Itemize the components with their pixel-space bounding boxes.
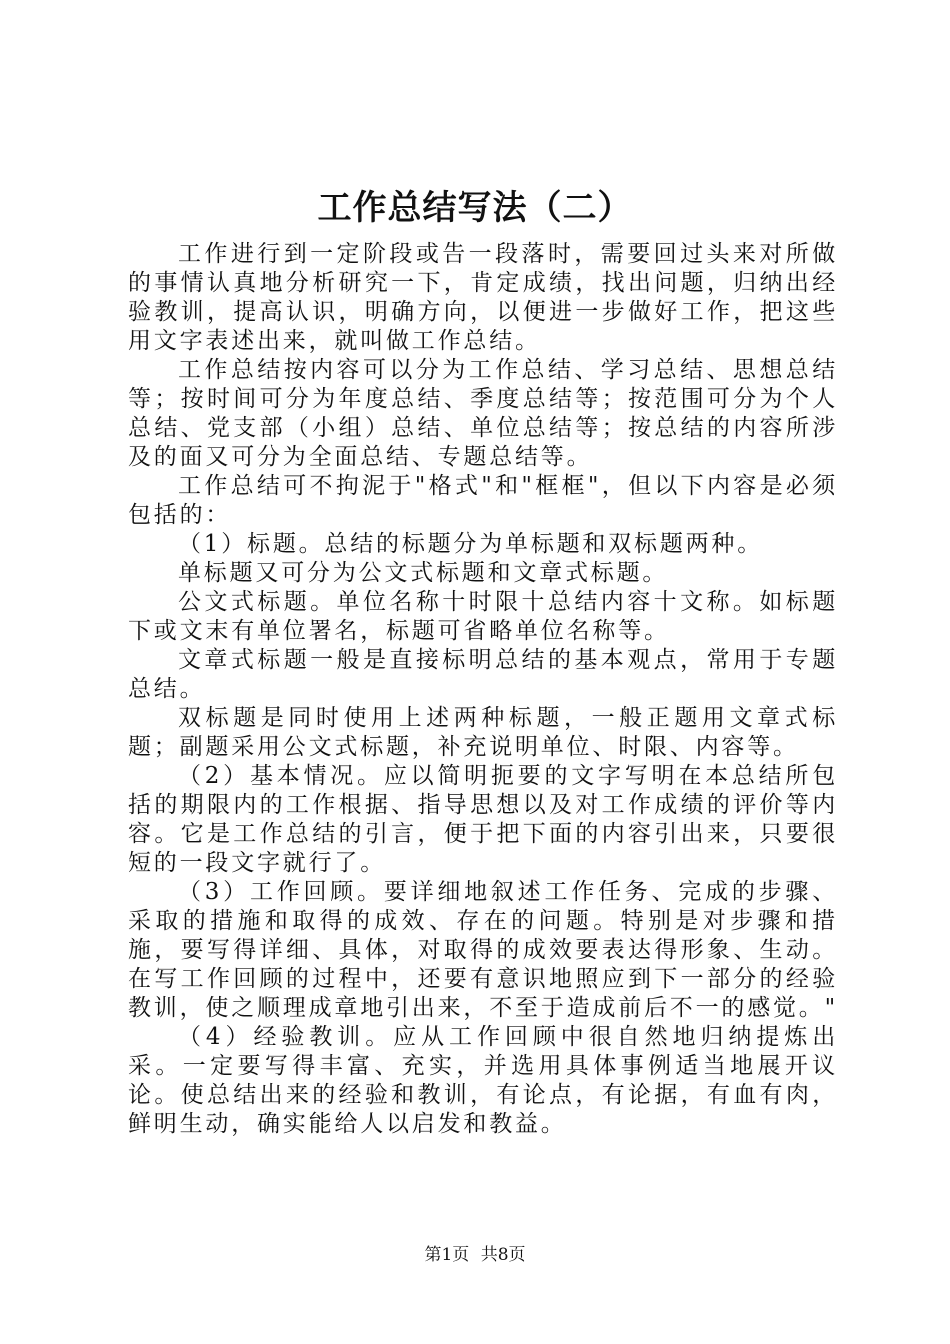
paragraph-official-title: 公文式标题。单位名称十时限十总结内容十文称。如标题下或文末有单位署名，标题可省略单位名称等。	[128, 589, 838, 644]
paragraph-required-content: 工作总结可不拘泥于"格式"和"框框"，但以下内容是必须包括的：	[128, 473, 838, 528]
paragraph-basic-situation: （2）基本情况。应以简明扼要的文字写明在本总结所包括的期限内的工作根据、指导思想以及对工作成绩的评价等内容。它是工作总结的引言，便于把下面的内容引出来，只要很短的一段文字就行了。	[128, 763, 838, 876]
paragraph-double-title: 双标题是同时使用上述两种标题，一般正题用文章式标题；副题采用公文式标题，补充说明单位、时限、内容等。	[128, 705, 838, 760]
document-title: 工作总结写法（二）	[317, 188, 633, 228]
paragraph-title-section: （1）标题。总结的标题分为单标题和双标题两种。	[178, 531, 764, 557]
page-total: 共8页	[480, 1245, 526, 1265]
paragraph-lessons: （4）经验教训。应从工作回顾中很自然地归纳提炼出采。一定要写得丰富、充实，并选用具体事例适当地展开议论。使总结出来的经验和教训，有论点，有论据，有血有肉，鲜明生动，确实能给人以启发和教益。	[128, 1024, 838, 1137]
paragraph-work-review: （3）工作回顾。要详细地叙述工作任务、完成的步骤、采取的措施和取得的成效、存在的问题。特别是对步骤和措施，要写得详细、具体，对取得的成效要表达得形象、生动。在写工作回顾的过程中，还要有意识地照应到下一部分的经验教训，使之顺理成章地引出来，不至于造成前后不一的感觉。"	[128, 879, 838, 1021]
page-footer	[0, 1244, 950, 1266]
paragraph-intro: 工作进行到一定阶段或告一段落时，需要回过头来对所做的事情认真地分析研究一下，肯定成绩，找出问题，归纳出经验教训，提高认识，明确方向，以便进一步做好工作，把这些用文字表述出来，就叫做工作总结。	[128, 241, 838, 354]
document-body	[128, 240, 838, 1139]
page-number: 第1页	[424, 1245, 470, 1265]
paragraph-single-title: 单标题又可分为公文式标题和文章式标题。	[178, 560, 669, 586]
paragraph-article-title: 文章式标题一般是直接标明总结的基本观点，常用于专题总结。	[128, 647, 838, 702]
paragraph-categories: 工作总结按内容可以分为工作总结、学习总结、思想总结等；按时间可分为年度总结、季度总结等；按范围可分为个人总结、党支部（小组）总结、单位总结等；按总结的内容所涉及的面又可分为全面总结、专题总结等。	[128, 357, 838, 470]
